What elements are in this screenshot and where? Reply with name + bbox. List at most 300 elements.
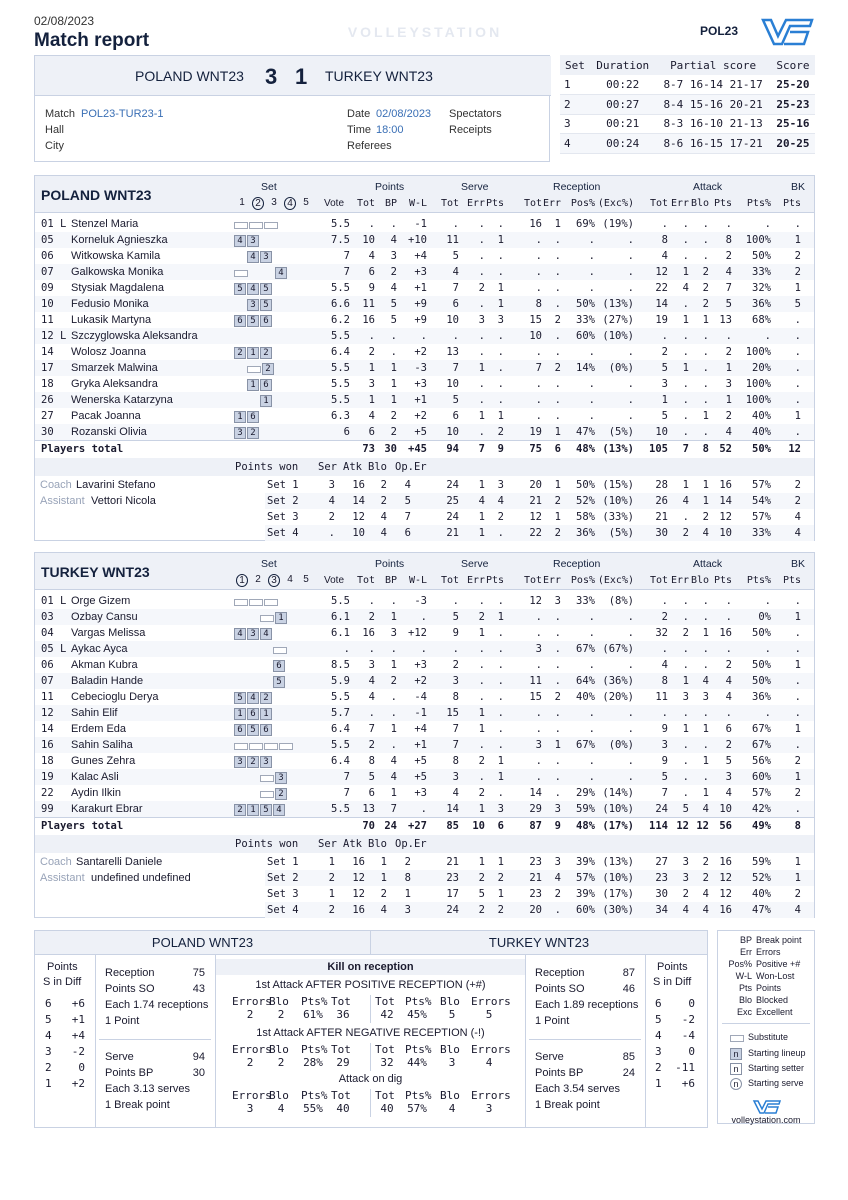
stat-value: 2 (725, 346, 732, 358)
set-points-won: 2 (328, 511, 335, 523)
set-stat-value: 4 (794, 511, 801, 523)
sub-header: Tot (649, 198, 668, 209)
player-row (35, 376, 814, 392)
away-rot-diff: +6 (681, 1077, 695, 1090)
stat-value: 3 (554, 595, 561, 607)
legend-abbrev: BP (739, 935, 752, 945)
positive-reception-head-a: Pts% (301, 995, 328, 1008)
stat-value: . (368, 595, 375, 607)
positive-reception-val-a: 2 (277, 1008, 285, 1021)
starting-position: 6 (273, 660, 285, 672)
stat-value: 1 (497, 410, 504, 422)
stat-value: 7 (343, 266, 350, 278)
stat-value: . (497, 330, 504, 342)
set-stat-value: 4 (794, 527, 801, 539)
time-label: Time (347, 124, 372, 136)
stat-value: . (554, 330, 561, 342)
stat-value: 1 (794, 659, 801, 671)
player-number: 12 (41, 707, 54, 719)
partial-cell: 25-23 (771, 95, 815, 115)
stat-value: 1 (390, 362, 397, 374)
serve-group-label: Serve (461, 558, 489, 570)
substitute-icon (260, 775, 274, 782)
home-rot-diff: +6 (71, 997, 85, 1010)
player-name: Kalac Asli (71, 771, 119, 783)
stat-value: 2 (725, 410, 732, 422)
stat-value: . (794, 707, 801, 719)
home-rot-diff: +1 (71, 1013, 85, 1026)
stat-value: 5.5 (331, 803, 350, 815)
stat-value: . (682, 611, 689, 623)
player-sets (234, 297, 273, 313)
points-won-col: Ser (318, 461, 337, 473)
match-summary (34, 930, 708, 1128)
set-points-won: 4 (380, 527, 387, 539)
attack-on-dig-val-a: 55% (303, 1102, 323, 1115)
player-row (35, 312, 814, 328)
sub-header: Err (670, 575, 689, 586)
player-row (35, 232, 814, 248)
volleystation-logo-small-icon (752, 1099, 782, 1115)
set-points-won: 2 (328, 872, 335, 884)
stat-value: . (627, 659, 634, 671)
starting-position: 4 (247, 692, 259, 704)
negative-reception-head-b: Tot (375, 1043, 395, 1056)
away-rot-points: Points (657, 961, 688, 973)
stat-value: 15 (529, 314, 542, 326)
set-number: 5 (303, 574, 309, 585)
stat-value: 4 (702, 675, 709, 687)
stat-value: 5 (390, 298, 397, 310)
set-blank (234, 676, 246, 688)
stat-value: . (390, 739, 397, 751)
stat-value: 1 (497, 282, 504, 294)
negative-reception-val-a: 29 (336, 1056, 350, 1069)
substitute-icon (234, 599, 248, 606)
stat-value: . (478, 234, 485, 246)
away-block-label: Serve (535, 1051, 564, 1063)
stat-value: . (627, 266, 634, 278)
player-number: 07 (41, 675, 54, 687)
player-sets (234, 754, 273, 770)
home-each-rec: Each 1.74 receptions (105, 999, 209, 1011)
stat-value: . (478, 394, 485, 406)
partial-row (560, 75, 815, 95)
stat-value: 60% (752, 771, 771, 783)
player-row (35, 801, 814, 817)
set-stat-value: (15%) (602, 479, 634, 491)
legend-panel (717, 930, 815, 1124)
attack-on-dig-head-b: Pts% (405, 1089, 432, 1102)
stat-value: 5 (452, 250, 459, 262)
stat-value: 100% (745, 234, 771, 246)
starting-position: 5 (247, 724, 259, 736)
away-block-value: 46 (622, 983, 635, 995)
legend-abbrev: Pos% (728, 959, 752, 969)
stat-value: . (588, 659, 595, 671)
stat-value: . (661, 595, 668, 607)
stat-value: . (702, 330, 709, 342)
stat-value: 2 (390, 675, 397, 687)
partial-header-1: Duration (590, 55, 656, 75)
stat-value: 2 (725, 739, 732, 751)
stat-value: . (535, 707, 542, 719)
negative-reception-val-b: 3 (448, 1056, 456, 1069)
stat-value: 14 (655, 298, 668, 310)
starting-position: 2 (275, 788, 287, 800)
set-stat-value: 2 (702, 511, 709, 523)
stat-value: 1 (478, 627, 485, 639)
stat-value: . (588, 282, 595, 294)
stat-value: 10 (446, 378, 459, 390)
stat-value: 1 (478, 362, 485, 374)
stat-value: 3 (390, 250, 397, 262)
player-number: 11 (41, 691, 54, 703)
away-block-label: Reception (535, 967, 585, 979)
set-stat-value: 5 (478, 888, 485, 900)
sub-header: Pts (713, 575, 732, 586)
player-number: 10 (41, 298, 54, 310)
set-stat-value: 1 (794, 872, 801, 884)
stat-value: 7 (343, 787, 350, 799)
stat-value: . (682, 234, 689, 246)
stat-value: +9 (414, 314, 427, 326)
set-stat-value: 1 (478, 856, 485, 868)
set-points-won: 1 (380, 872, 387, 884)
set-points-won: 4 (380, 511, 387, 523)
set-stat-value: 16 (719, 856, 732, 868)
set-points-won: 16 (352, 479, 365, 491)
player-name: Wolosz Joanna (71, 346, 147, 358)
negative-reception-head-a: Errors (232, 1043, 272, 1056)
stat-value: +5 (414, 426, 427, 438)
home-team-stats (34, 175, 815, 541)
set-stat-value: 12 (719, 872, 732, 884)
starting-position: 1 (247, 347, 259, 359)
stat-value: . (452, 595, 459, 607)
rule (99, 1039, 211, 1040)
total-value: 56 (719, 820, 732, 832)
set-stat-value: 10 (719, 527, 732, 539)
player-row (35, 264, 814, 280)
set-points-won: 6 (404, 527, 411, 539)
stat-value: 1 (682, 675, 689, 687)
player-number: 05 (41, 234, 54, 246)
stat-value: . (794, 314, 801, 326)
stat-value: 10 (655, 426, 668, 438)
stat-value: 67% (752, 723, 771, 735)
player-row (35, 296, 814, 312)
home-block-value: 94 (192, 1051, 205, 1063)
stat-value: . (682, 707, 689, 719)
partial-cell: 4 (560, 134, 590, 154)
stat-value: 2 (661, 346, 668, 358)
stat-value: . (368, 643, 375, 655)
stat-value: . (588, 771, 595, 783)
sub-header: Pts% (746, 575, 771, 586)
stat-value: 1 (682, 362, 689, 374)
partial-cell: 8-7 16-14 21-17 (655, 75, 770, 95)
set-stat-value: (10%) (602, 495, 634, 507)
player-sets (234, 361, 275, 377)
stat-value: . (702, 595, 709, 607)
stat-value: . (535, 723, 542, 735)
away-rot-diff: 0 (688, 1045, 695, 1058)
stat-value: 5 (452, 394, 459, 406)
stat-value: 2 (478, 282, 485, 294)
home-rot-diff: +2 (71, 1077, 85, 1090)
sub-header: Err (466, 575, 485, 586)
set-points-won: 4 (404, 479, 411, 491)
attack-on-dig-val-b: 40 (380, 1102, 394, 1115)
stat-value: 5 (390, 314, 397, 326)
sub-header: Pts (486, 198, 505, 209)
player-name: Korneluk Agnieszka (71, 234, 168, 246)
stat-value: 67% (752, 739, 771, 751)
negative-reception-head-a: Pts% (301, 1043, 328, 1056)
stat-value: . (554, 675, 561, 687)
stat-value: . (702, 771, 709, 783)
stat-value: +4 (414, 723, 427, 735)
stat-value: 4 (368, 410, 375, 422)
stat-value: 2 (554, 362, 561, 374)
stat-value: 2 (554, 691, 561, 703)
player-name: Erdem Eda (71, 723, 127, 735)
set-stat-value: 27 (655, 856, 668, 868)
stat-value: . (497, 739, 504, 751)
set-blank (234, 251, 246, 263)
stat-value: 3 (497, 803, 504, 815)
stat-value: 5.5 (331, 595, 350, 607)
legend-desc: Excellent (756, 1007, 793, 1017)
stat-value: 3 (725, 378, 732, 390)
starting-position: 4 (273, 804, 285, 816)
stat-value: 2 (794, 755, 801, 767)
set-stat-value: 4 (702, 527, 709, 539)
attack-on-dig-head-a: Errors (232, 1089, 272, 1102)
stat-value: 4 (661, 250, 668, 262)
positive-reception-sep (370, 995, 371, 1023)
partial-score-table (560, 55, 815, 154)
set-stat-value: 12 (719, 511, 732, 523)
starting-position: 3 (234, 756, 246, 768)
set-blank (234, 379, 246, 391)
stat-value: 5.5 (331, 378, 350, 390)
set-stat-value: (10%) (602, 872, 634, 884)
set-label: Set 2 (267, 872, 299, 884)
starting-position: 2 (234, 804, 246, 816)
stat-value: 5.7 (331, 707, 350, 719)
sub-header: (Exc%) (597, 575, 634, 586)
set-stats-row (265, 870, 814, 886)
set-number: 2 (255, 574, 261, 585)
stat-value: 4 (368, 675, 375, 687)
substitute-icon (260, 615, 274, 622)
stat-value: . (535, 346, 542, 358)
points-group-label: Points (375, 181, 405, 193)
legend-site: volleystation.com (731, 1115, 801, 1125)
total-value: 73 (362, 443, 375, 455)
stat-value: +3 (414, 378, 427, 390)
player-row (35, 753, 814, 769)
set-stat-value: 12 (719, 888, 732, 900)
stat-value: 2 (390, 410, 397, 422)
stat-value: . (702, 250, 709, 262)
set-stat-value: 1 (682, 479, 689, 491)
stat-value: . (554, 787, 561, 799)
stat-value: . (497, 659, 504, 671)
substitute-icon (264, 599, 278, 606)
stat-value: 5 (661, 410, 668, 422)
starting-position: 4 (260, 628, 272, 640)
positive-reception-val-a: 36 (336, 1008, 350, 1021)
stat-value: (10%) (602, 330, 634, 342)
player-sets (234, 690, 273, 706)
stat-value: +1 (414, 394, 427, 406)
stat-value: . (682, 330, 689, 342)
positive-reception-head-a: Blo (269, 995, 289, 1008)
stat-value: . (627, 394, 634, 406)
positive-reception-title: 1st Attack AFTER POSITIVE RECEPTION (+#) (255, 979, 486, 991)
stat-value: . (682, 787, 689, 799)
set-stat-value: 57% (576, 872, 595, 884)
divider (645, 955, 646, 1127)
stats-header (35, 176, 814, 213)
stat-value: 11 (446, 234, 459, 246)
stat-value: 10 (446, 314, 459, 326)
player-sets (234, 233, 260, 249)
brand-watermark: VOLLEYSTATION (347, 24, 503, 40)
legend-abbrev: W-L (735, 971, 752, 981)
stat-value: . (368, 218, 375, 230)
stat-value: (27%) (602, 314, 634, 326)
stat-value: . (661, 218, 668, 230)
away-rot-diff: 0 (688, 997, 695, 1010)
set-blank (234, 660, 246, 672)
total-value: 12 (788, 443, 801, 455)
set-stat-value: 50% (576, 479, 595, 491)
stat-value: 6 (452, 298, 459, 310)
stat-value: . (627, 282, 634, 294)
stat-value: . (794, 426, 801, 438)
stat-value: . (702, 659, 709, 671)
bk-group-label: BK (791, 558, 806, 570)
set-stat-value: 20 (529, 479, 542, 491)
away-rot-zone: 1 (655, 1077, 662, 1090)
stat-value: 4 (725, 266, 732, 278)
set-stat-value: 1 (497, 856, 504, 868)
set-points-won: 16 (352, 856, 365, 868)
stat-value: . (497, 250, 504, 262)
partial-header-0: Set (560, 55, 590, 75)
stat-value: 1 (390, 378, 397, 390)
stat-value: . (682, 410, 689, 422)
player-row (35, 737, 814, 753)
summary-away-team: TURKEY WNT23 (371, 931, 707, 955)
total-value: 8 (794, 820, 801, 832)
stat-value: . (702, 643, 709, 655)
away-block-value: 87 (622, 967, 635, 979)
stat-value: (14%) (602, 787, 634, 799)
set-stat-value: 22 (529, 527, 542, 539)
stat-value: 1 (390, 723, 397, 735)
stat-value: (67%) (602, 643, 634, 655)
stat-value: 33% (752, 266, 771, 278)
attack-on-dig-head-a: Pts% (301, 1089, 328, 1102)
attack-on-dig-val-b: 57% (407, 1102, 427, 1115)
stat-value: 2 (368, 611, 375, 623)
stat-value: 1 (497, 771, 504, 783)
total-value: 87 (529, 820, 542, 832)
away-block-value: 24 (622, 1067, 635, 1079)
player-number: 04 (41, 627, 54, 639)
stat-value: . (588, 755, 595, 767)
sub-header: BP (384, 575, 397, 586)
stat-value: . (535, 771, 542, 783)
set-stat-value: 30 (655, 888, 668, 900)
substitute-icon (249, 222, 263, 229)
player-row (35, 625, 814, 641)
total-value: 24 (384, 820, 397, 832)
set-label: Set 3 (267, 888, 299, 900)
starting-position: 4 (247, 251, 259, 263)
stat-value: 2 (478, 787, 485, 799)
stat-value: . (420, 803, 427, 815)
player-sets (234, 265, 288, 281)
stat-value: . (478, 218, 485, 230)
stat-value: 8 (452, 755, 459, 767)
partial-cell: 25-20 (771, 75, 815, 95)
stat-value: 10 (719, 803, 732, 815)
starting-position: 6 (260, 379, 272, 391)
stat-value: 13 (362, 803, 375, 815)
set-blank (247, 644, 259, 656)
set-blank (234, 644, 246, 656)
stat-value: . (588, 346, 595, 358)
set-stat-value: 26 (655, 495, 668, 507)
starting-position: 2 (260, 692, 272, 704)
stat-value: 2 (497, 426, 504, 438)
stat-value: +1 (414, 282, 427, 294)
sub-header: Pts% (746, 198, 771, 209)
stat-value: . (702, 426, 709, 438)
stat-value: 1 (478, 410, 485, 422)
stat-value: (19%) (602, 218, 634, 230)
stats-header (35, 553, 814, 590)
sub-header: Tot (356, 198, 375, 209)
player-name: Sahin Saliha (71, 739, 133, 751)
set-stat-value: 23 (529, 856, 542, 868)
player-number: 09 (41, 282, 54, 294)
starting-lineup-icon: n (730, 1048, 742, 1060)
home-rot-zone: 6 (45, 997, 52, 1010)
points-won-label: Points won (235, 838, 299, 850)
stat-value: . (627, 410, 634, 422)
player-number: 22 (41, 787, 54, 799)
positive-reception-val-a: 61% (303, 1008, 323, 1021)
set-stat-value: 12 (529, 511, 542, 523)
volleystation-logo-icon (760, 16, 816, 48)
stat-value: 1 (390, 394, 397, 406)
set-stat-value: 4 (702, 904, 709, 916)
stat-value: 40% (576, 691, 595, 703)
set-points-won: 8 (404, 872, 411, 884)
set-blank (234, 395, 246, 407)
player-name: Szczyglowska Aleksandra (71, 330, 198, 342)
set-stat-value: 1 (478, 527, 485, 539)
player-row (35, 216, 814, 232)
stat-value: 4 (390, 234, 397, 246)
